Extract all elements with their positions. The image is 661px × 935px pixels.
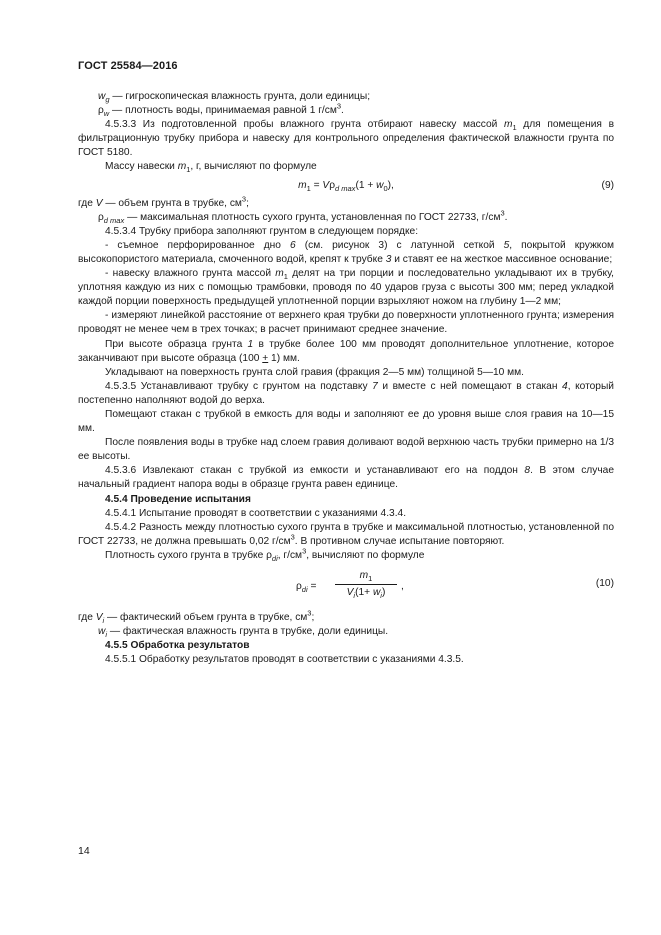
section-heading-4-5-4: 4.5.4 Проведение испытания [105, 493, 251, 505]
paragraph-4-5-4-2: 4.5.4.2 Разность между плотностью сухого грунта в трубке и максимальной плотностью, установленной по ГОСТ 22733, не должна превышать 0,02 $г/см^3$. В противном случае испытание повторяют. [78, 521, 614, 547]
paragraph-gravel-layer: Укладывают на поверхность грунта слой гравия (фракция 2—5 мм) толщиной 5—10 мм. [105, 366, 525, 378]
paragraph-4-5-5-1: 4.5.5.1 Обработку результатов проводят в соответствии с указаниями 4.3.5. [105, 654, 464, 666]
paragraph-4-5-3-3: 4.5.3.3 Из подготовленной пробы влажного грунта отбирают навеску массой $m_1$ для помещения в фильтрационную трубку прибора и навеску для контрольного определения фактической влажности грунта по ГОСТ 5180. [78, 119, 614, 159]
list-item-3: - измеряют линейкой расстояние от верхнего края трубки до поверхности уплотненного грунта; измерения проводят не менее чем в трех точках; в расчет принимают среднее значение. [78, 310, 614, 336]
definition-rho-w: $\rho_w$ — плотность воды, принимаемая равной 1 $г/см^3$. [98, 101, 344, 119]
formula-10-fraction [335, 569, 397, 600]
formula-10-lhs: $\rho_{di}$ = [296, 581, 317, 595]
formula-10-number: (10) [595, 578, 614, 589]
section-heading-4-5-5: 4.5.5 Обработка результатов [105, 640, 250, 652]
page-body [78, 90, 614, 667]
formula-9-expression: $m_1 = V\rho_{d max}(1 + w_0)$, [298, 179, 394, 193]
paragraph-glass-container: Помещают стакан с трубкой в емкость для воды и заполняют ее до уровня выше слоя гравия на 10—15 мм. [78, 408, 614, 435]
definition-rho-dmax: $\rho_{d max}$ — максимальная плотность сухого грунта, установленная по ГОСТ 22733, $г/см^3$. [98, 208, 508, 225]
definition-V: где V — объем грунта в трубке, $см^3$; [78, 194, 249, 209]
definition-wi: $w_i$ — фактическая влажность грунта в трубке, доли единицы. [98, 626, 389, 640]
definition-wg: $w_g$ — гигроскопическая влажность грунта, доли единицы; [98, 91, 371, 105]
formula-9 [78, 177, 614, 196]
running-header: ГОСТ 25584—2016 [78, 60, 178, 72]
paragraph-4-5-4-1: 4.5.4.1 Испытание проводят в соответствии с указаниями 4.3.4. [105, 507, 407, 519]
paragraph-sample-height: При высоте образца грунта 1 в трубке более 100 мм проводят дополнительное уплотнение, которое заканчивают при высоте образца (100 + 1) мм. [78, 338, 614, 364]
list-item-2: - навеску влажного грунта массой $m_1$ делят на три порции и последовательно укладывают их в трубку, уплотняя каждую из них с помощью трамбовки, проводя по 40 ударов груза с высоты 300 мм; перед укладкой каждой порции поверхность предыдущей уплотненной порции взрыхляют ножом на глубину 1—2 мм; [78, 268, 614, 308]
formula-10: $\rho_{di}$ = $\frac{m_1}{V_i(1+ w_i)}$ , (10) [296, 570, 614, 601]
paragraph-mass-formula-intro: Массу навески $m_1$, г, вычисляют по формуле [105, 161, 317, 175]
definition-Vi: где $V_i$ — фактический объем грунта в трубке, $см^3$; [78, 608, 315, 626]
list-item-1: - съемное перфорированное дно 6 (см. рисунок 3) с латунной сеткой 5, покрытой кружком высокопористого материала, смоченного водой, крепят к трубке 3 и ставят ее на жесткое массивное основание; [78, 239, 614, 265]
formula-9-number: (9) [601, 179, 614, 191]
formula-10-denominator: $V_i(1+ w_i)$ [346, 587, 386, 601]
paragraph-4-5-3-6: 4.5.3.6 Извлекают стакан с трубкой из емкости и устанавливают его на поддон 8. В этом случае начальный градиент напора воды в образце грунта равен единице. [78, 465, 614, 491]
paragraph-water-refill: После появления воды в трубке над слоем гравия доливают водой верхнюю часть трубки примерно на 1/3 ее высоты. [78, 437, 614, 463]
page-number: 14 [78, 845, 90, 857]
paragraph-dry-density-intro: Плотность сухого грунта в трубке $\rho_{di}$, $г/см^3$, вычисляют по формуле [105, 546, 425, 563]
formula-10-numerator: $m_1$ [335, 569, 397, 585]
paragraph-4-5-3-4: 4.5.3.4 Трубку прибора заполняют грунтом в следующем порядке: [105, 225, 419, 237]
paragraph-4-5-3-5: 4.5.3.5 Устанавливают трубку с грунтом на подставку 7 и вместе с ней помещают в стакан 4, который постепенно наполняют водой до верха. [78, 380, 614, 406]
